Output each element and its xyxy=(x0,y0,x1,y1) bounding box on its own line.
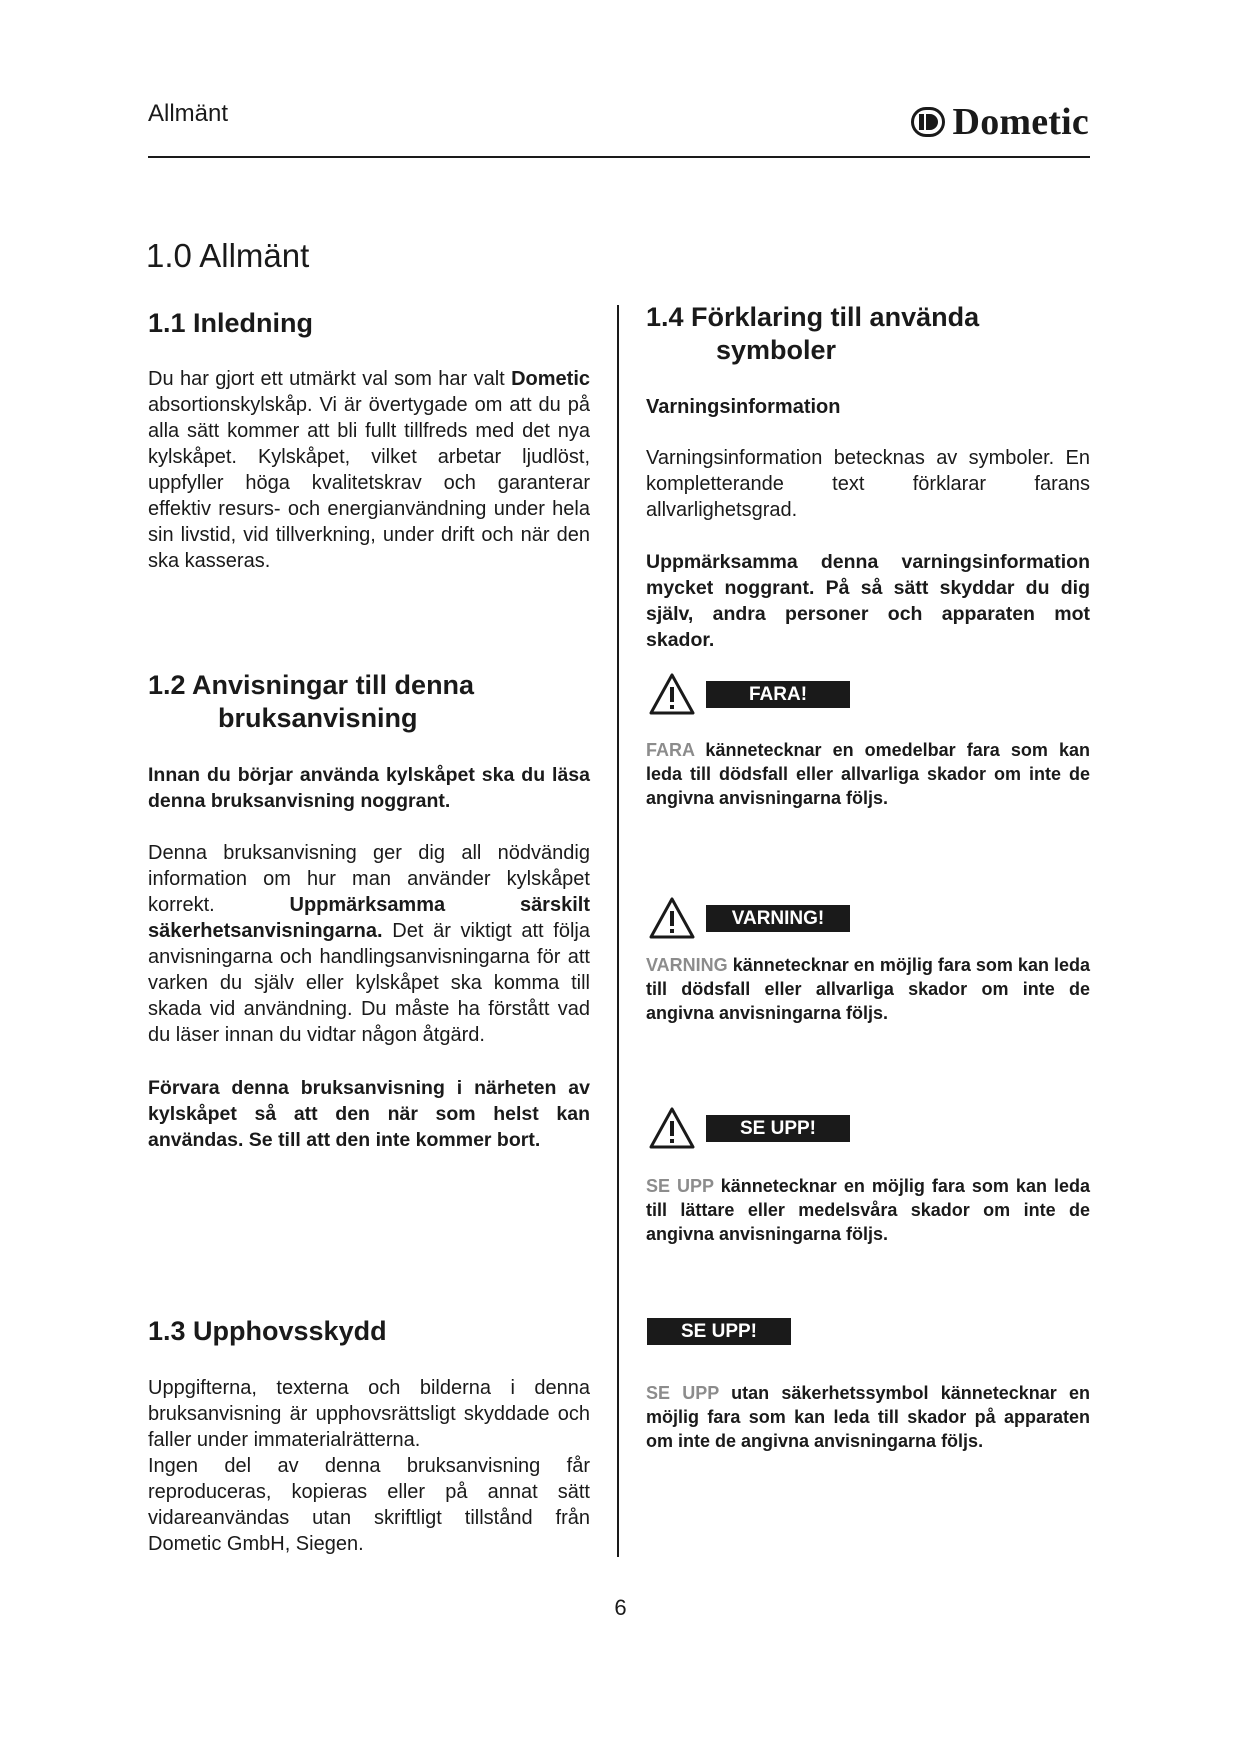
section-1-4-title xyxy=(646,301,1090,367)
seupp-keyword: SE UPP xyxy=(646,1176,714,1196)
section-1-2-paragraph xyxy=(148,840,590,1048)
column-divider xyxy=(617,305,619,1557)
seupp-text: kännetecknar en möjlig fara som kan leda till lättare eller medelsvåra skador om inte de angivna anvisningarna följs. xyxy=(646,1176,1090,1244)
fara-text: kännetecknar en omedelbar fara som kan leda till dödsfall eller allvarliga skador om inte de angivna anvisningarna följs. xyxy=(646,740,1090,808)
s12-text-bold: Uppmärksamma särskilt säkerhetsanvisningarna. xyxy=(148,894,590,942)
s11-text-pre: Du har gjort ett utmärkt val som har valt xyxy=(148,368,512,390)
warning-triangle-icon xyxy=(648,672,696,716)
seupp-nosymbol-text: utan säkerhetssymbol kännetecknar en möjlig fara som kan leda till skador på apparaten om inte de angivna anvisningarna följs. xyxy=(646,1383,1091,1451)
section-1-1-paragraph xyxy=(148,366,590,574)
varning-symbol-row xyxy=(648,896,850,940)
section-1-4-title-line2: symboler xyxy=(716,335,837,365)
s11-text-post: absortionskylskåp. Vi är övertygade om att du på alla sätt kommer att bli fullt tillfreds med det nya kylskåpet. Kylskåpet, vilket arbetar ljudlöst, uppfyller höga kvalitetskrav och garanterar effektiv resurs- och energianvändning under hela sin livstid, vid tillverkning, under drift och när den ska kasseras. xyxy=(148,394,590,572)
section-1-3-paragraph-1: Uppgifterna, texterna och bilderna i denna bruksanvisning är upphovsrättsligt skyddade och faller under immaterialrätterna. xyxy=(148,1377,590,1451)
fara-symbol-row xyxy=(648,672,850,716)
seupp-nosymbol-description xyxy=(646,1381,1090,1453)
seupp-nosymbol-label: SE UPP! xyxy=(647,1318,791,1345)
header-section-title: Allmänt xyxy=(148,100,229,127)
section-1-3-paragraph-2: Ingen del av denna bruksanvisning får reproduceras, kopieras eller på annat sätt vidareanvändas utan skriftligt tillstånd från Dometic GmbH, Siegen. xyxy=(148,1455,590,1555)
section-1-2-title-line2: bruksanvisning xyxy=(218,703,418,733)
page-number: 6 xyxy=(614,1595,627,1620)
varning-description xyxy=(646,953,1090,1025)
section-1-2-intro: Innan du börjar använda kylskåpet ska du läsa denna bruksanvisning noggrant. xyxy=(148,764,590,812)
seupp-nosymbol-keyword: SE UPP xyxy=(646,1383,719,1403)
s12-text-pre: Denna bruksanvisning ger dig all nödvändig information om hur man använder kylskåpet korrekt. xyxy=(148,842,590,916)
section-1-4-paragraph-1: Varningsinformation betecknas av symboler. En kompletterande text förklarar farans allvarlighetsgrad. xyxy=(646,447,1090,521)
s12-text-post: Det är viktigt att följa anvisningarna och handlingsanvisningarna för att varken du själv eller kylskåpet ska komma till skada vid användning. Du måste ha förstått vad du läser innan du vidtar någon åtgärd. xyxy=(148,920,590,1046)
section-1-4-title-line1: 1.4 Förklaring till använda xyxy=(646,302,980,332)
brand-name: Dometic xyxy=(952,101,1089,143)
varning-text: kännetecknar en möjlig fara som kan leda till dödsfall eller allvarliga skador om inte de angivna anvisningarna följs. xyxy=(646,955,1090,1023)
varning-keyword: VARNING xyxy=(646,955,728,975)
header-rule xyxy=(148,156,1090,158)
section-1-2-title xyxy=(148,669,590,735)
seupp-label: SE UPP! xyxy=(706,1115,850,1142)
dometic-logo-icon xyxy=(911,107,945,137)
section-1-1-title: 1.1 Inledning xyxy=(148,308,314,338)
section-1-4-paragraph-2: Uppmärksamma denna varningsinformation mycket noggrant. På så sätt skyddar du dig själv, andra personer och apparaten mot skador. xyxy=(646,551,1090,651)
fara-label: FARA! xyxy=(706,681,850,708)
seupp-description xyxy=(646,1174,1090,1246)
chapter-title: 1.0 Allmänt xyxy=(146,237,310,274)
fara-description xyxy=(646,738,1090,810)
section-1-2-keep-note: Förvara denna bruksanvisning i närheten av kylskåpet så att den när som helst kan användas. Se till att den inte kommer bort. xyxy=(148,1077,590,1151)
warning-triangle-icon xyxy=(648,896,696,940)
section-1-2-title-line1: 1.2 Anvisningar till denna xyxy=(148,670,475,700)
seupp-symbol-row xyxy=(648,1106,850,1150)
s11-text-brand: Dometic xyxy=(511,368,590,390)
warning-triangle-icon xyxy=(648,1106,696,1150)
fara-keyword: FARA xyxy=(646,740,695,760)
section-1-4-subhead: Varningsinformation xyxy=(646,396,841,418)
varning-label: VARNING! xyxy=(706,905,850,932)
brand-logo xyxy=(911,100,1089,144)
section-1-3-title: 1.3 Upphovsskydd xyxy=(148,1316,387,1346)
